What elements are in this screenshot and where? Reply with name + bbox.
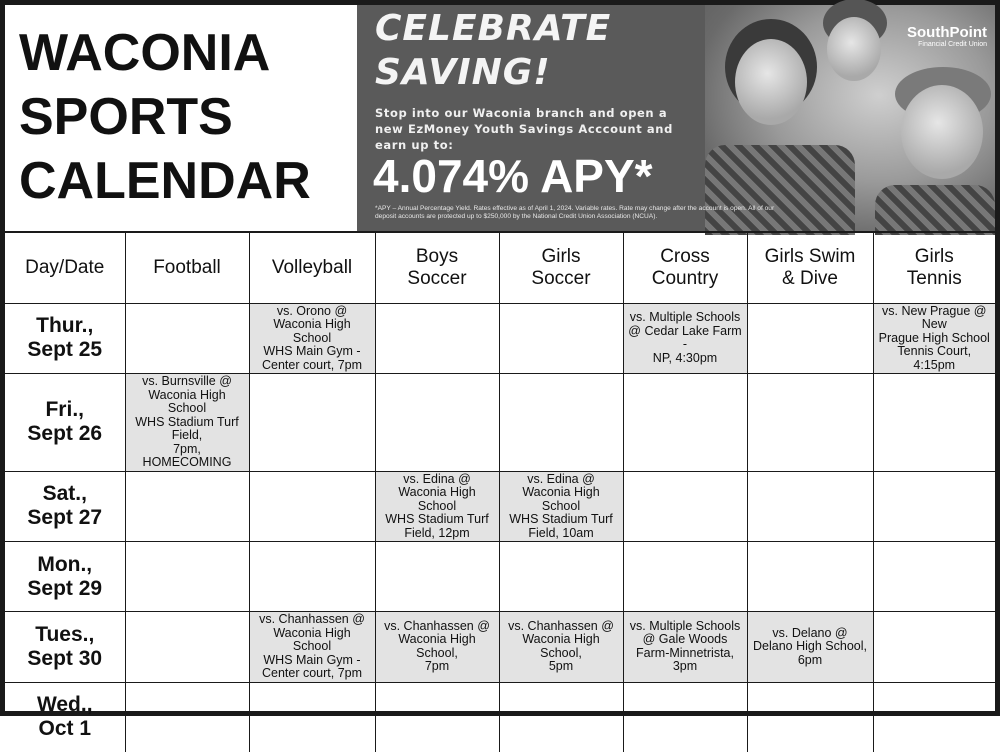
row-day-date: Thur., Sept 25 bbox=[5, 303, 125, 374]
ad-apy-rate: 4.074% APY* bbox=[373, 150, 653, 202]
event-cell-cross-country: vs. Multiple Schools @ Cedar Lake Farm - NP, 4:30pm bbox=[623, 303, 747, 374]
event-cell-volleyball bbox=[249, 542, 375, 612]
logo-subtitle: Financial Credit Union bbox=[918, 41, 987, 48]
event-cell-girls-soccer bbox=[499, 542, 623, 612]
table-row bbox=[5, 303, 995, 374]
row-day-date: Tues., Sept 30 bbox=[5, 612, 125, 683]
ad-headline bbox=[375, 7, 611, 95]
event-cell-girls-swim-dive bbox=[747, 303, 873, 374]
column-header-day-date: Day/Date bbox=[5, 233, 125, 303]
event-cell-cross-country bbox=[623, 471, 747, 542]
event-cell-girls-swim-dive bbox=[747, 682, 873, 752]
event-cell-girls-tennis bbox=[873, 471, 995, 542]
column-header-girls-soccer: Girls Soccer bbox=[499, 233, 623, 303]
event-cell-boys-soccer bbox=[375, 682, 499, 752]
event-cell-football bbox=[125, 542, 249, 612]
column-header-boys-soccer: Boys Soccer bbox=[375, 233, 499, 303]
ad-fine-print: *APY – Annual Percentage Yield. Rates effective as of April 1, 2024. Variable rates. Rate may change after the account is open. All of our deposit accounts are protected up to $250,000 by the National Credit Union Association (NCUA). bbox=[375, 205, 775, 220]
event-cell-cross-country: vs. Multiple Schools @ Gale Woods Farm-Minnetrista, 3pm bbox=[623, 612, 747, 683]
event-cell-girls-soccer: vs. Chanhassen @ Waconia High School, 5pm bbox=[499, 612, 623, 683]
schedule-grid bbox=[5, 231, 995, 741]
event-cell-girls-tennis bbox=[873, 374, 995, 472]
calendar-title bbox=[5, 5, 357, 231]
column-header-girls-swim-dive: Girls Swim & Dive bbox=[747, 233, 873, 303]
event-cell-volleyball: vs. Orono @ Waconia High School WHS Main Gym - Center court, 7pm bbox=[249, 303, 375, 374]
event-cell-cross-country bbox=[623, 542, 747, 612]
event-cell-cross-country bbox=[623, 682, 747, 752]
ad-headline-line-2: SAVING! bbox=[375, 52, 551, 93]
event-cell-boys-soccer: vs. Chanhassen @ Waconia High School, 7pm bbox=[375, 612, 499, 683]
title-line-2: SPORTS bbox=[19, 88, 233, 146]
column-header-girls-tennis: Girls Tennis bbox=[873, 233, 995, 303]
event-cell-boys-soccer bbox=[375, 542, 499, 612]
event-cell-girls-swim-dive bbox=[747, 374, 873, 472]
table-row bbox=[5, 471, 995, 542]
table-row bbox=[5, 374, 995, 472]
event-cell-volleyball bbox=[249, 471, 375, 542]
event-cell-girls-soccer: vs. Edina @ Waconia High School WHS Stadium Turf Field, 10am bbox=[499, 471, 623, 542]
title-line-3: CALENDAR bbox=[19, 152, 311, 210]
event-cell-football bbox=[125, 303, 249, 374]
event-cell-girls-tennis bbox=[873, 542, 995, 612]
event-cell-girls-swim-dive bbox=[747, 542, 873, 612]
table-row bbox=[5, 612, 995, 683]
event-cell-boys-soccer bbox=[375, 374, 499, 472]
row-day-date: Mon., Sept 29 bbox=[5, 542, 125, 612]
event-cell-cross-country bbox=[623, 374, 747, 472]
event-cell-girls-tennis bbox=[873, 612, 995, 683]
credit-union-ad bbox=[357, 5, 995, 231]
calendar-sheet bbox=[5, 5, 995, 741]
column-header-cross-country: Cross Country bbox=[623, 233, 747, 303]
column-header-football: Football bbox=[125, 233, 249, 303]
row-day-date: Fri., Sept 26 bbox=[5, 374, 125, 472]
row-day-date: Wed., Oct 1 bbox=[5, 682, 125, 752]
event-cell-girls-swim-dive bbox=[747, 471, 873, 542]
schedule-table bbox=[5, 233, 995, 752]
event-cell-boys-soccer: vs. Edina @ Waconia High School WHS Stadium Turf Field, 12pm bbox=[375, 471, 499, 542]
row-day-date: Sat., Sept 27 bbox=[5, 471, 125, 542]
header-row bbox=[5, 233, 995, 303]
event-cell-football bbox=[125, 682, 249, 752]
event-cell-boys-soccer bbox=[375, 303, 499, 374]
table-row bbox=[5, 682, 995, 752]
logo-name: SouthPoint bbox=[907, 24, 987, 41]
event-cell-girls-tennis: vs. New Prague @ New Prague High School Tennis Court, 4:15pm bbox=[873, 303, 995, 374]
title-line-1: WACONIA bbox=[19, 24, 271, 82]
southpoint-logo bbox=[907, 25, 987, 49]
event-cell-girls-soccer bbox=[499, 374, 623, 472]
event-cell-volleyball bbox=[249, 682, 375, 752]
event-cell-football bbox=[125, 612, 249, 683]
ad-headline-line-1: CELEBRATE bbox=[375, 8, 612, 49]
event-cell-girls-soccer bbox=[499, 303, 623, 374]
table-row bbox=[5, 542, 995, 612]
event-cell-volleyball: vs. Chanhassen @ Waconia High School WHS Main Gym - Center court, 7pm bbox=[249, 612, 375, 683]
column-header-volleyball: Volleyball bbox=[249, 233, 375, 303]
event-cell-girls-soccer bbox=[499, 682, 623, 752]
ad-body-text: Stop into our Waconia branch and open a new EzMoney Youth Savings Acccount and earn up to: bbox=[375, 106, 673, 152]
event-cell-football bbox=[125, 471, 249, 542]
event-cell-football: vs. Burnsville @ Waconia High School WHS Stadium Turf Field, 7pm, HOMECOMING bbox=[125, 374, 249, 472]
event-cell-girls-swim-dive: vs. Delano @ Delano High School, 6pm bbox=[747, 612, 873, 683]
event-cell-girls-tennis bbox=[873, 682, 995, 752]
event-cell-volleyball bbox=[249, 374, 375, 472]
